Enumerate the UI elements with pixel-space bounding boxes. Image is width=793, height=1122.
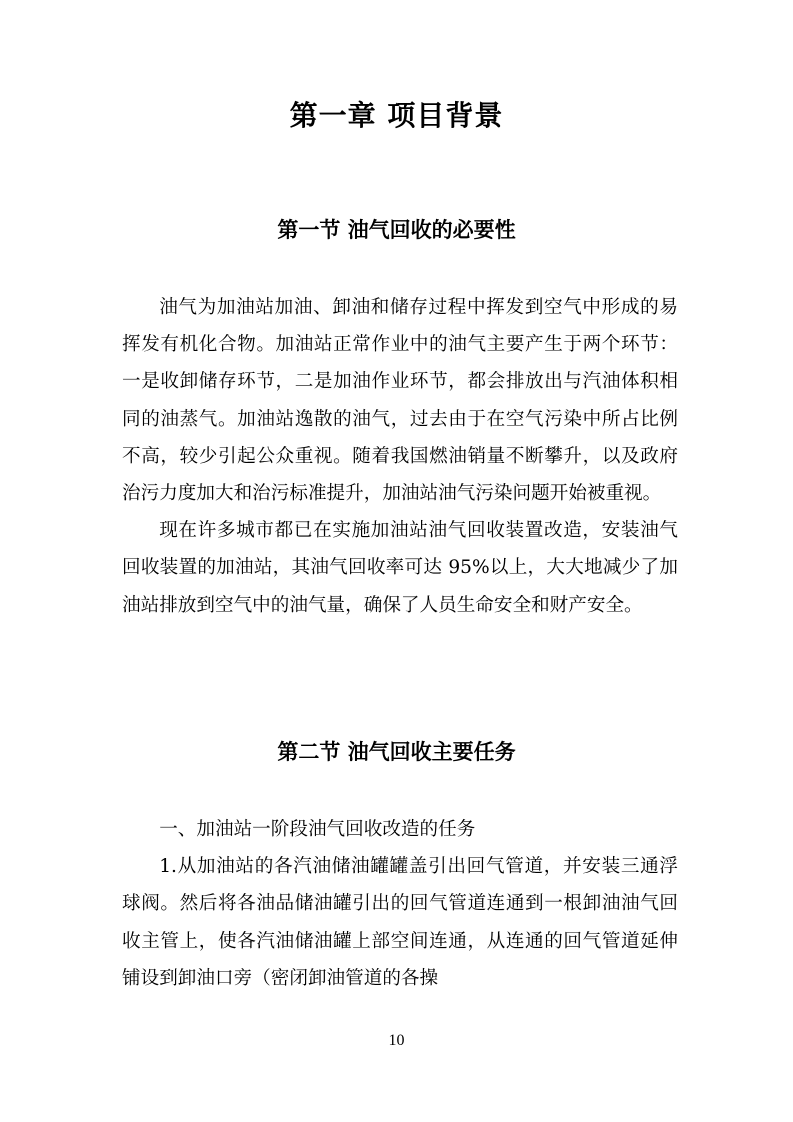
- section-title-main-tasks: 第二节 油气回收主要任务: [277, 740, 516, 764]
- section-body-main-tasks: [122, 811, 678, 997]
- page-number: 10: [388, 1032, 405, 1049]
- section-body-necessity: [122, 289, 678, 624]
- paragraph: 油气为加油站加油、卸油和储存过程中挥发到空气中形成的易挥发有机化合物。加油站正常作业中的油气主要产生于两个环节：一是收卸储存环节，二是加油作业环节，都会排放出与汽油体积相同的油蒸气。加油站逸散的油气，过去由于在空气污染中所占比例不高，较少引起公众重视。随着我国燃油销量不断攀升，以及政府治污力度加大和治污标准提升，加油站油气污染问题开始被重视。: [122, 297, 678, 505]
- chapter-title: 第一章 项目背景: [289, 99, 504, 132]
- paragraph: 一、加油站一阶段油气回收改造的任务: [159, 819, 476, 840]
- paragraph: 现在许多城市都已在实施加油站油气回收装置改造，安装油气回收装置的加油站，其油气回收率可达 95%以上，大大地减少了加油站排放到空气中的油气量，确保了人员生命安全和财产安全。: [122, 520, 678, 616]
- section-title-necessity: 第一节 油气回收的必要性: [277, 218, 516, 242]
- paragraph: 1.从加油站的各汽油储油罐罐盖引出回气管道，并安装三通浮球阀。然后将各油品储油罐引出的回气管道连通到一根卸油油气回收主管上，使各汽油储油罐上部空间连通，从连通的回气管道延伸铺设到卸油口旁（密闭卸油管道的各操: [122, 856, 678, 989]
